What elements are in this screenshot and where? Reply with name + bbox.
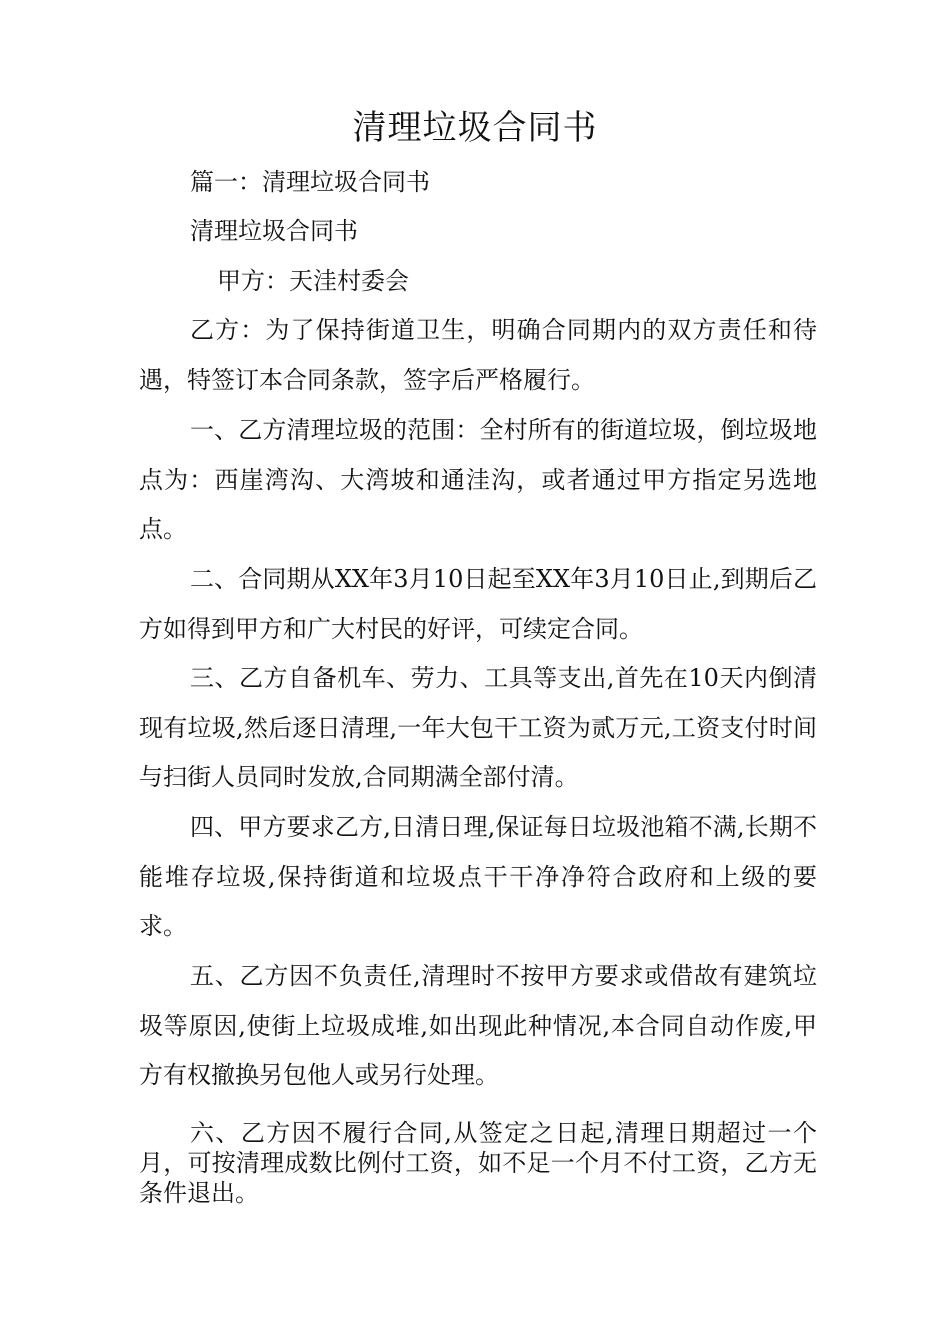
paragraph-party-b: 乙方：为了保持街道卫生，明确合同期内的双方责任和待遇，特签订本合同条款，签字后严格履行。 [139, 316, 817, 394]
paragraph-clause-6: 六、乙方因不履行合同,从签定之日起,清理日期超过一个月，可按清理成数比例付工资，如不足一个月不付工资，乙方无条件退出。 [139, 1119, 817, 1207]
paragraph-clause-1: 一、乙方清理垃圾的范围：全村所有的街道垃圾，倒垃圾地点为：西崖湾沟、大湾坡和通洼沟，或者通过甲方指定另选地点。 [139, 416, 817, 543]
document-title: 清理垃圾合同书 [352, 108, 598, 148]
section-heading: 篇一：清理垃圾合同书 [190, 168, 430, 196]
paragraph-clause-2: 二、合同期从XX年3月10日起至XX年3月10日止,到期后乙方如得到甲方和广大村民的好评，可续定合同。 [139, 565, 817, 643]
party-a: 甲方：天洼村委会 [217, 267, 409, 295]
paragraph-clause-5: 五、乙方因不负责任,清理时不按甲方要求或借故有建筑垃圾等原因,使街上垃圾成堆,如出现此种情况,本合同自动作废,甲方有权撤换另包他人或另行处理。 [139, 962, 817, 1089]
paragraph-clause-3: 三、乙方自备机车、劳力、工具等支出,首先在10天内倒清现有垃圾,然后逐日清理,一年大包干工资为贰万元,工资支付时间与扫街人员同时发放,合同期满全部付清。 [139, 664, 817, 791]
paragraph-clause-4: 四、甲方要求乙方,日清日理,保证每日垃圾池箱不满,长期不能堆存垃圾,保持街道和垃圾点干干净净符合政府和上级的要求。 [139, 813, 817, 940]
subtitle: 清理垃圾合同书 [190, 217, 358, 245]
